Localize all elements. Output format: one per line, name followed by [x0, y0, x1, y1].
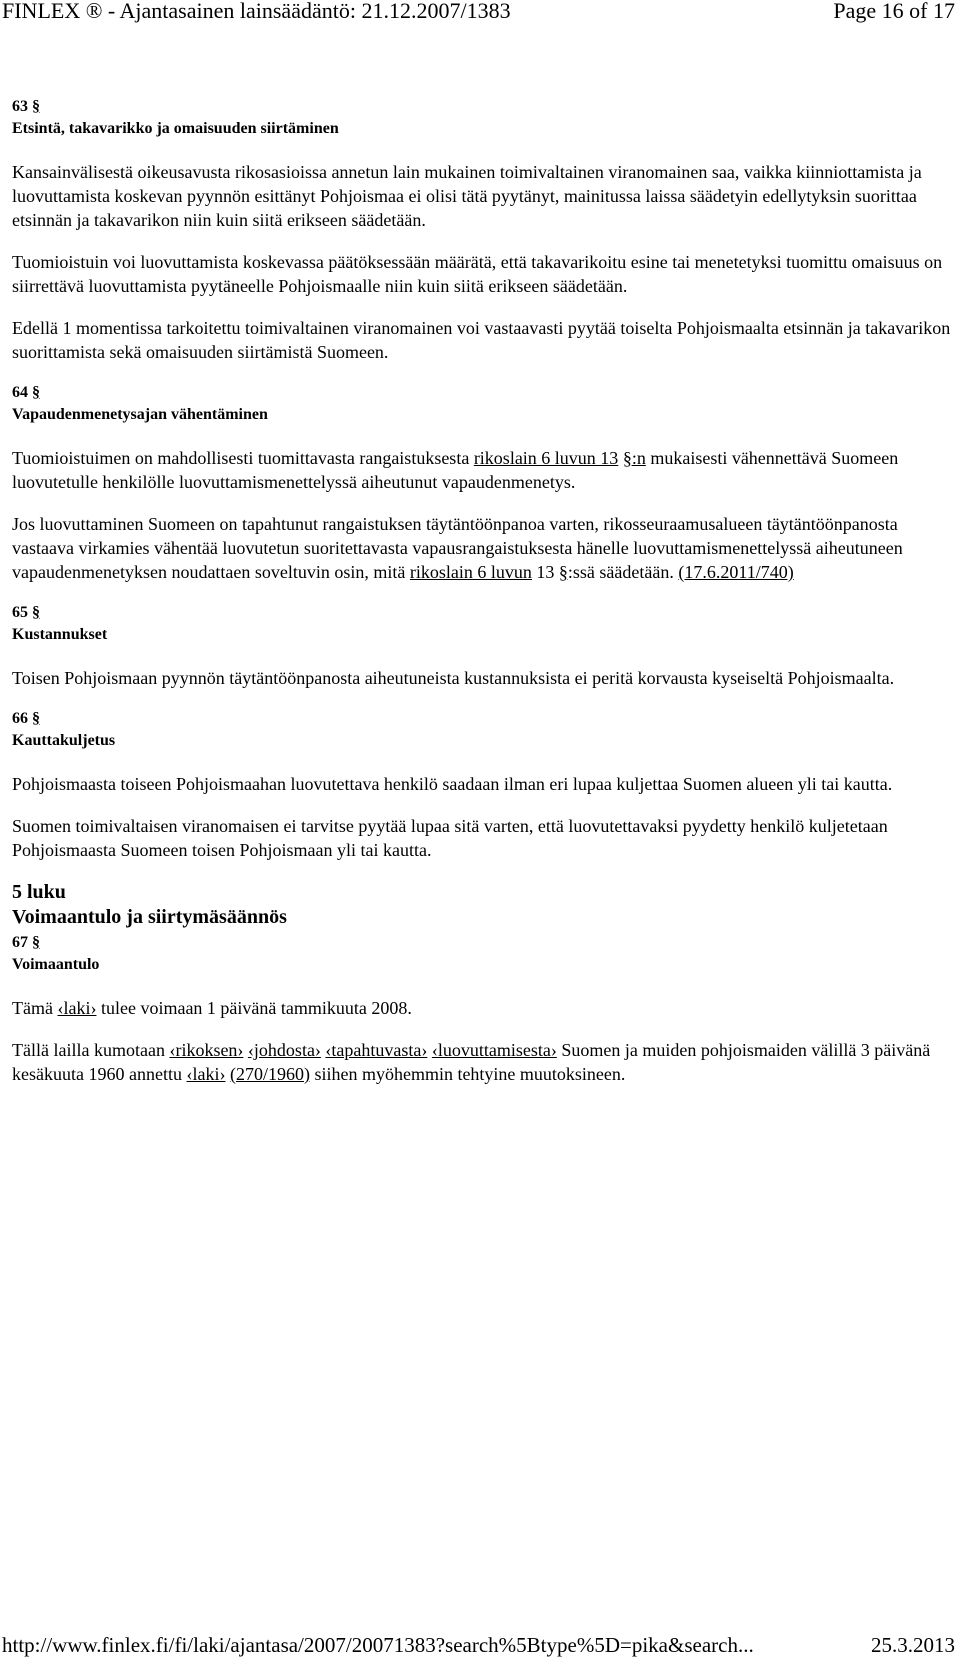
section-title: Voimaantulo [12, 956, 100, 973]
paragraph: Tällä lailla kumotaan ‹rikoksen› ‹johdosta› ‹tapahtuvasta› ‹luovuttamisesta› Suomen ja muiden pohjoismaiden välillä 3 päivänä kesäkuuta 1960 annettu ‹laki› (270/1960) siihen myöhemmin tehtyine muutoksineen. [12, 1040, 931, 1084]
amendment-link[interactable]: (17.6.2011/740) [678, 562, 794, 582]
section-anchor-link[interactable]: § [32, 710, 40, 727]
print-header [0, 0, 960, 30]
section-title: Kauttakuljetus [12, 732, 116, 749]
paragraph: Suomen toimivaltaisen viranomaisen ei tarvitse pyytää lupaa sitä varten, että luovutettavaksi pyydetty henkilö kuljetetaan Pohjoismaasta Suomeen toisen Pohjoismaan yli tai kautta. [12, 816, 888, 860]
law-reference-link[interactable]: rikoslain 6 luvun 13 [473, 448, 619, 468]
section-number: 65 § [12, 604, 40, 621]
paragraph: Jos luovuttaminen Suomeen on tapahtunut rangaistuksen täytäntöönpanoa varten, rikosseuraamusalueen täytäntöönpanosta vastaava virkamies vähentää luovutetun suoritettavasta vapausrangaistuksesta hänelle luovuttamismenettelyssä aiheutuneen vapaudenmenetyksen noudattaen soveltuvin osin, mitä rikoslain 6 luvun 13 §:ssä säädetään. (17.6.2011/740) [12, 514, 903, 582]
chapter-title: Voimaantulo ja siirtymäsäännös [12, 906, 287, 928]
section-66 [12, 708, 952, 862]
section-number: 63 § [12, 98, 40, 115]
paragraph: Tuomioistuin voi luovuttamista koskevassa päätöksessään määrätä, että takavarikoitu esine tai menetetyksi tuomittu omaisuus on siirrettävä luovuttamista pyytäneelle Pohjoismaalle niin kuin siitä erikseen säädetään. [12, 252, 943, 296]
term-link[interactable]: ‹luovuttamisesta› [431, 1040, 557, 1060]
section-63 [12, 96, 952, 364]
print-footer [0, 1628, 960, 1657]
section-anchor-link[interactable]: § [32, 384, 40, 401]
law-reference-link[interactable]: § [622, 448, 632, 468]
term-link[interactable]: ‹rikoksen› [169, 1040, 244, 1060]
term-link[interactable]: ‹laki› [186, 1064, 226, 1084]
paragraph: Pohjoismaasta toiseen Pohjoismaahan luovutettava henkilö saadaan ilman eri lupaa kuljettaa Suomen alueen yli tai kautta. [12, 774, 893, 794]
chapter-label: 5 luku [12, 881, 66, 903]
section-anchor-link[interactable]: § [32, 98, 40, 115]
term-link[interactable]: ‹laki› [57, 998, 97, 1018]
law-reference-link[interactable]: :n [631, 448, 646, 468]
page-url: http://www.finlex.fi/fi/laki/ajantasa/2007/20071383?search%5Btype%5D=pika&search... [2, 1633, 754, 1657]
print-date: 25.3.2013 [871, 1633, 955, 1657]
paragraph: Edellä 1 momentissa tarkoitettu toimivaltainen viranomainen voi vastaavasti pyytää toiselta Pohjoismaalta etsinnän ja takavarikon suorittamista sekä omaisuuden siirtämistä Suomeen. [12, 318, 951, 362]
document-body [12, 96, 952, 1104]
section-number: 67 § [12, 934, 40, 951]
paragraph: Tämä ‹laki› tulee voimaan 1 päivänä tammikuuta 2008. [12, 998, 412, 1018]
law-reference-link[interactable]: (270/1960) [229, 1064, 310, 1084]
term-link[interactable]: ‹johdosta› [247, 1040, 321, 1060]
section-title: Kustannukset [12, 626, 108, 643]
section-title: Etsintä, takavarikko ja omaisuuden siirtäminen [12, 120, 339, 137]
section-number: 64 § [12, 384, 40, 401]
section-number: 66 § [12, 710, 40, 727]
section-64 [12, 382, 952, 584]
term-link[interactable]: ‹tapahtuvasta› [325, 1040, 428, 1060]
paragraph: Tuomioistuimen on mahdollisesti tuomittavasta rangaistuksesta rikoslain 6 luvun 13 §:n mukaisesti vähennettävä Suomeen luovutetulle henkilölle luovuttamismenettelyssä aiheutunut vapaudenmenetys. [12, 448, 899, 492]
section-title: Vapaudenmenetysajan vähentäminen [12, 406, 268, 423]
page-number: Page 16 of 17 [833, 0, 955, 23]
section-67 [12, 932, 952, 1086]
paragraph: Kansainvälisestä oikeusavusta rikosasioissa annetun lain mukainen toimivaltainen viranomainen saa, vaikka kiinniottamista ja luovuttamista koskevan pyynnön esittänyt Pohjoismaa ei olisi tätä pyytänyt, mainitussa laissa säädetyin edellytyksin suorittaa etsinnän ja takavarikon niin kuin siitä erikseen säädetään. [12, 162, 922, 230]
section-anchor-link[interactable]: § [32, 604, 40, 621]
header-title: FINLEX ® - Ajantasainen lainsäädäntö: 21.12.2007/1383 [2, 0, 511, 23]
law-reference-link[interactable]: § [558, 562, 568, 582]
law-reference-link[interactable]: rikoslain 6 luvun [409, 562, 532, 582]
section-anchor-link[interactable]: § [32, 934, 40, 951]
paragraph: Toisen Pohjoismaan pyynnön täytäntöönpanosta aiheutuneista kustannuksista ei peritä korvausta kyseiseltä Pohjoismaalta. [12, 668, 895, 688]
chapter-5 [12, 880, 952, 930]
section-65 [12, 602, 952, 690]
